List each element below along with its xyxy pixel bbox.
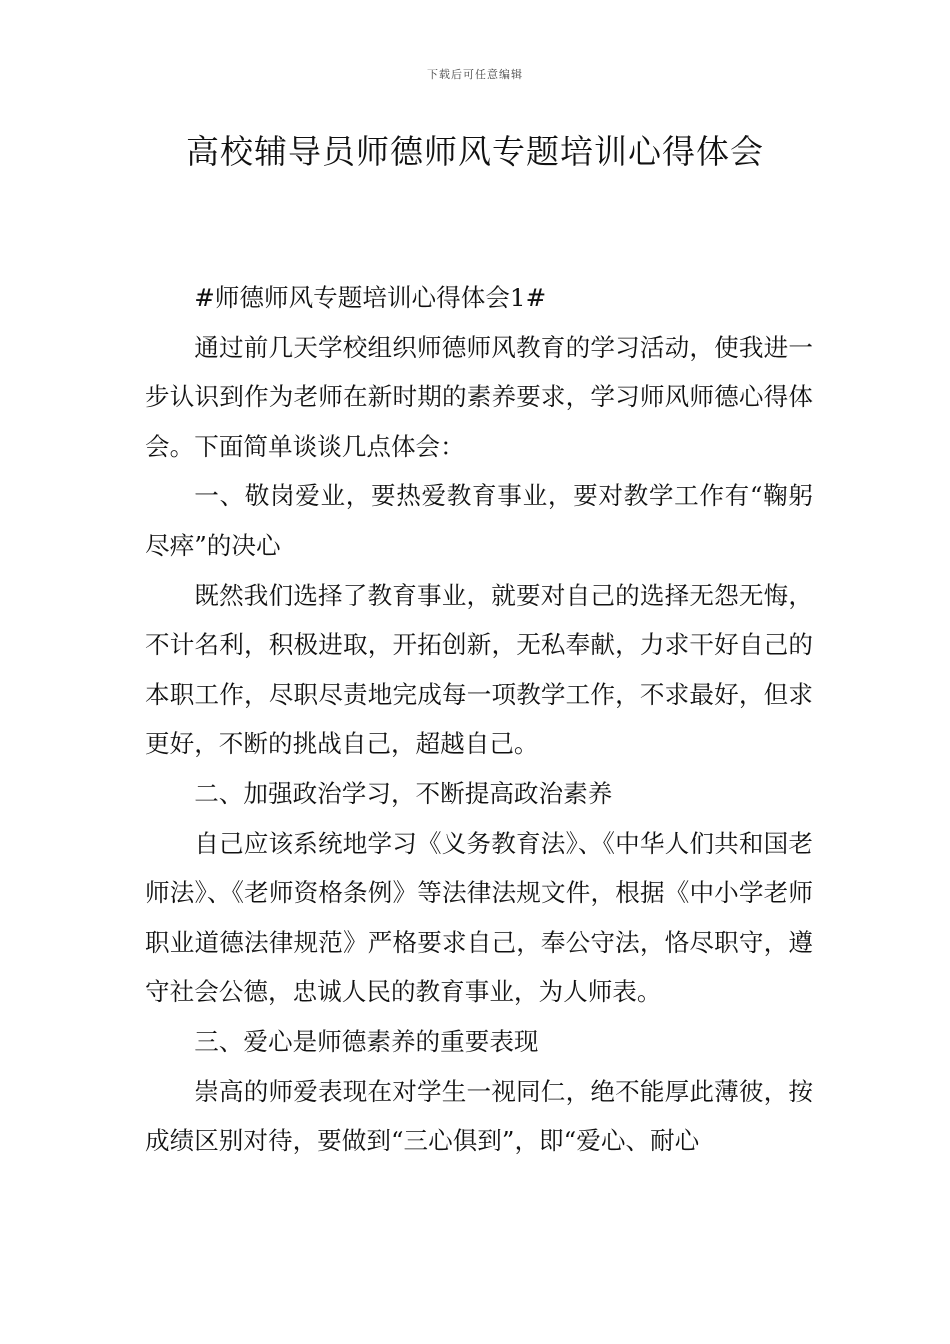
section-marker: #师德师风专题培训心得体会1#: [194, 283, 547, 312]
document-title: 高校辅导员师德师风专题培训心得体会: [186, 132, 764, 171]
point-one-heading: 一、敬岗爱业，要热爱教育事业，要对教学工作有“鞠躬尽瘁”的决心: [145, 481, 813, 560]
point-one-body: 既然我们选择了教育事业，就要对自己的选择无怨无悔，不计名利，积极进取，开拓创新，无私奉献，力求干好自己的本职工作，尽职尽责地完成每一项教学工作，不求最好，但求更好，不断的挑战自己，超越自己。: [145, 580, 813, 759]
intro-paragraph: 通过前几天学校组织师德师风教育的学习活动，使我进一步认识到作为老师在新时期的素养要求，学习师风师德心得体会。下面简单谈谈几点体会：: [145, 332, 813, 461]
document-body: [145, 273, 813, 1166]
point-two-body: 自己应该系统地学习《义务教育法》、《中华人们共和国老师法》、《老师资格条例》等法律法规文件，根据《中小学老师职业道德法律规范》严格要求自己，奉公守法，恪尽职守，遵守社会公德，忠诚人民的教育事业，为人师表。: [145, 828, 813, 1007]
point-three-body: 崇高的师爱表现在对学生一视同仁，绝不能厚此薄彼，按成绩区别对待，要做到“三心俱到”，即“爱心、耐心: [145, 1076, 813, 1156]
point-two-heading: 二、加强政治学习，不断提高政治素养: [194, 778, 613, 808]
point-three-heading: 三、爱心是师德素养的重要表现: [194, 1026, 539, 1056]
header-note: 下载后可任意编辑: [427, 68, 523, 81]
